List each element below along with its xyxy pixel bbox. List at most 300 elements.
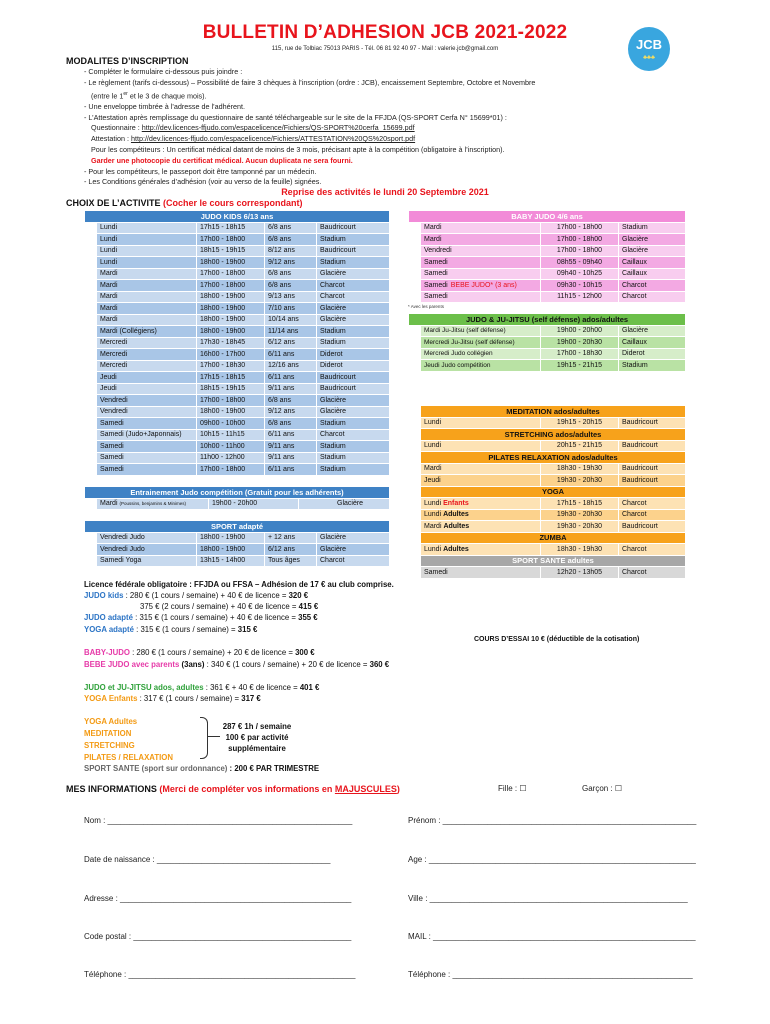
course-time: 13h15 - 14h00 [197, 555, 265, 567]
course-place: Stadium [317, 441, 390, 453]
course-time: 16h00 - 17h00 [197, 349, 265, 361]
course-age: 9/11 ans [265, 441, 317, 453]
sport_sante-header [409, 555, 686, 567]
adresse-field[interactable]: Adresse : ____________________________________________________ [84, 894, 352, 903]
course-day: Vendredi Judo [97, 544, 197, 556]
course-day: Mercredi [97, 349, 197, 361]
price-bebe-judo: BEBE JUDO avec parents (3ans) : 340 € (1 cours / semaine) + 20 € de licence = 360 € [84, 660, 390, 669]
judo-kids-title: JUDO KIDS 6/13 ans [85, 211, 390, 223]
judo-kids-row [85, 429, 390, 441]
judo-kids-row [85, 268, 390, 280]
course-place: Charcot [619, 498, 686, 510]
course-place: Glacière [619, 325, 686, 337]
garcon-checkbox[interactable]: Garçon : ☐ [582, 784, 623, 793]
course-age: 6/8 ans [265, 418, 317, 430]
course-place: Stadium [317, 234, 390, 246]
pilates-header [409, 452, 686, 464]
baby-judo-table [408, 210, 686, 303]
course-checkbox[interactable] [85, 291, 97, 303]
judo-kids-row [85, 280, 390, 292]
judo-jujitsu-table [408, 313, 686, 372]
course-checkbox[interactable] [85, 383, 97, 395]
bebe-judo-label: BEBE JUDO* (3 ans) [450, 281, 517, 289]
document-title: BULLETIN D’ADHESION JCB 2021-2022 [202, 22, 568, 43]
course-time: 10h15 - 11h15 [197, 429, 265, 441]
group-activities-list: YOGA Adultes MEDITATION STRETCHING PILATES / RELAXATION [84, 717, 173, 762]
club-address: 115, rue de Tolbiac 75013 PARIS - Tél. 06 81 92 40 97 - Mail : valerie.jcb@gmail.com [271, 46, 499, 52]
course-time: 18h00 - 19h00 [197, 257, 265, 269]
course-place: Caillaux [619, 257, 686, 269]
course-day: Mardi Adultes [421, 521, 541, 533]
course-age: 7/10 ans [265, 303, 317, 315]
judo-kids-row [85, 234, 390, 246]
course-checkbox[interactable] [85, 234, 97, 246]
course-checkbox[interactable] [85, 280, 97, 292]
judo-kids-row [85, 337, 390, 349]
course-checkbox[interactable] [85, 245, 97, 257]
competition-time: 19h00 - 20h00 [209, 498, 299, 510]
course-age: 8/12 ans [265, 245, 317, 257]
course-day: Jeudi [421, 475, 541, 487]
sport_sante-title: SPORT SANTE adultes [421, 555, 686, 567]
course-time: 12h20 - 13h05 [541, 567, 619, 579]
course-place: Glacière [619, 245, 686, 257]
baby-judo-row [409, 222, 686, 234]
baby-judo-row [409, 280, 686, 292]
course-day: Lundi [97, 257, 197, 269]
judo-kids-row [85, 349, 390, 361]
course-checkbox[interactable] [85, 429, 97, 441]
course-place: Stadium [317, 452, 390, 464]
yoga-row [409, 509, 686, 521]
course-time: 09h00 - 10h00 [197, 418, 265, 430]
course-time: 17h00 - 18h00 [197, 268, 265, 280]
course-place: Baudricourt [619, 475, 686, 487]
course-day: Vendredi [97, 406, 197, 418]
course-age: 9/12 ans [265, 406, 317, 418]
course-checkbox[interactable] [409, 360, 421, 372]
course-day: Samedi [97, 452, 197, 464]
zumba-row [409, 544, 686, 556]
course-day: Samedi Yoga [97, 555, 197, 567]
course-day: Samedi [97, 418, 197, 430]
course-day: Jeudi [97, 372, 197, 384]
course-day: Mardi [97, 280, 197, 292]
course-age: 10/14 ans [265, 314, 317, 326]
pilates-row [409, 475, 686, 487]
course-day: Lundi [97, 245, 197, 257]
course-day: Mardi (Collégiens) [97, 326, 197, 338]
course-place: Baudricourt [619, 440, 686, 452]
course-day: Jeudi Judo compétition [421, 360, 541, 372]
course-place: Glacière [317, 395, 390, 407]
sport-adapte-table [84, 520, 390, 567]
pilates-title: PILATES RELAXATION ados/adultes [421, 452, 686, 464]
course-time: 17h00 - 18h00 [197, 464, 265, 476]
course-day: Mercredi [97, 337, 197, 349]
judo-jujitsu-row [409, 337, 686, 349]
course-time: 09h30 - 10h15 [541, 280, 619, 292]
fille-checkbox[interactable]: Fille : ☐ [498, 784, 527, 793]
course-time: 11h00 - 12h00 [197, 452, 265, 464]
course-place: Stadium [317, 326, 390, 338]
course-checkbox[interactable] [409, 245, 421, 257]
brace-tip [208, 736, 220, 737]
course-checkbox[interactable] [409, 291, 421, 303]
judo-kids-row [85, 222, 390, 234]
meditation-header [409, 406, 686, 418]
course-day: Vendredi [421, 245, 541, 257]
price-judo-kids-2: 375 € (2 cours / semaine) + 40 € de licence = 415 € [140, 602, 319, 611]
modalites-heading: MODALITES D’INSCRIPTION [66, 56, 189, 66]
course-day: Lundi [421, 417, 541, 429]
pilates-row [409, 463, 686, 475]
course-checkbox[interactable] [409, 498, 421, 510]
course-day: Mardi Ju-Jitsu (self défense) [421, 325, 541, 337]
course-place: Glacière [317, 268, 390, 280]
course-checkbox[interactable] [409, 521, 421, 533]
judo-kids-row [85, 383, 390, 395]
course-day: Lundi [97, 234, 197, 246]
course-checkbox[interactable] [409, 257, 421, 269]
price-judo-jujitsu: JUDO et JU-JITSU ados, adultes : 361 € + 40 € de licence = 401 € [84, 683, 320, 692]
course-checkbox[interactable] [85, 349, 97, 361]
course-time: 17h00 - 18h00 [541, 234, 619, 246]
judo-kids-table [84, 210, 390, 476]
course-day: Lundi [97, 222, 197, 234]
course-day: Samedi [421, 257, 541, 269]
course-place: Charcot [619, 509, 686, 521]
course-checkbox[interactable] [85, 406, 97, 418]
jcb-logo: JCB ♣♣♣ [628, 27, 670, 71]
choix-heading: CHOIX DE L’ACTIVITE (Cocher le cours correspondant) [66, 198, 303, 208]
course-place: Stadium [619, 222, 686, 234]
course-place: Charcot [619, 291, 686, 303]
course-checkbox[interactable] [85, 372, 97, 384]
course-day: Mardi [97, 303, 197, 315]
course-place: Stadium [317, 337, 390, 349]
judo-kids-row [85, 395, 390, 407]
course-checkbox[interactable] [85, 222, 97, 234]
course-checkbox[interactable] [85, 418, 97, 430]
course-place: Charcot [317, 429, 390, 441]
judo-jujitsu-row [409, 325, 686, 337]
course-time: 19h30 - 20h30 [541, 521, 619, 533]
course-age: 11/14 ans [265, 326, 317, 338]
course-checkbox[interactable] [85, 555, 97, 567]
course-day: Samedi (Judo+Japonnais) [97, 429, 197, 441]
course-time: 19h30 - 20h30 [541, 475, 619, 487]
course-time: 18h15 - 19h15 [197, 245, 265, 257]
course-day: Samedi [421, 291, 541, 303]
course-day: Jeudi [97, 383, 197, 395]
course-time: 09h40 - 10h25 [541, 268, 619, 280]
course-day: Lundi Enfants [421, 498, 541, 510]
course-age: 6/8 ans [265, 234, 317, 246]
course-place: Glacière [317, 303, 390, 315]
zumba-header [409, 532, 686, 544]
course-checkbox[interactable] [409, 337, 421, 349]
course-checkbox[interactable] [409, 222, 421, 234]
course-checkbox[interactable] [85, 257, 97, 269]
course-time: 17h00 - 18h00 [197, 234, 265, 246]
course-day: Samedi [97, 464, 197, 476]
judo-kids-row [85, 303, 390, 315]
course-place: Stadium [619, 360, 686, 372]
course-checkbox[interactable] [409, 325, 421, 337]
course-place: Diderot [317, 349, 390, 361]
modalites-text: - Compléter le formulaire ci-dessous puis joindre : - Le règlement (tarifs ci-dessous) – Possibilité de faire 3 chèques à l’inscription (ordre : JCB), encaissement Septembre, Octobre et Novembre (entre le 1er et le 3 de chaque mois). - Une enveloppe timbrée à l’adresse de l’adhérent. - L’Attestation après remplissage du questionnaire de santé téléchargeable sur le site de la FFJDA (QS-SPORT Cerfa N° 15699*01) : Questionnaire : http://dev.licences-ffjudo.com/espacelicence/Fichiers/QS-SPORT%20cerfa_15699.pdf Attestation : http://dev.licences-ffjudo.com/espacelicence/Fichiers/ATTESTATION%20QS%20sport.pdf Pour les compétiteurs : Un certificat médical datant de moins de 3 mois, précisant apte à la compétition (obligatoire à l’inscription). Garder une photocopie du certificat médical. Aucun duplicata ne sera fourni. - Pour les compétiteurs, le passeport doit être tamponné par un médecin. - Les Conditions générales d’adhésion (voir au verso de la feuille) signées. [84, 67, 536, 187]
course-time: 17h00 - 18h00 [541, 222, 619, 234]
judo-kids-row [85, 418, 390, 430]
course-place: Baudricourt [317, 372, 390, 384]
course-place: Stadium [317, 418, 390, 430]
course-day: Vendredi [97, 395, 197, 407]
course-time: 18h15 - 19h15 [197, 383, 265, 395]
judo-kids-row [85, 372, 390, 384]
price-yoga-enfants: YOGA Enfants : 317 € (1 cours / semaine) = 317 € [84, 694, 261, 703]
course-place: Glacière [317, 544, 390, 556]
course-day: Lundi Adultes [421, 509, 541, 521]
course-age: 9/13 ans [265, 291, 317, 303]
course-checkbox[interactable] [85, 544, 97, 556]
judo-kids-row [85, 245, 390, 257]
baby-judo-row [409, 257, 686, 269]
course-checkbox[interactable] [85, 452, 97, 464]
course-checkbox[interactable] [409, 280, 421, 292]
course-place: Glacière [317, 532, 390, 544]
judo-kids-row [85, 314, 390, 326]
course-place: Glacière [619, 234, 686, 246]
course-age: Tous âges [265, 555, 317, 567]
course-checkbox[interactable] [85, 360, 97, 372]
course-checkbox[interactable] [409, 475, 421, 487]
course-day: Mardi [421, 234, 541, 246]
course-age: 6/8 ans [265, 222, 317, 234]
course-place: Baudricourt [317, 383, 390, 395]
course-age: 6/11 ans [265, 372, 317, 384]
judo-kids-row [85, 452, 390, 464]
baby-judo-footnote: * Avec les parents [408, 304, 444, 309]
prenom-field[interactable]: Prénom : _________________________________________________________ [408, 816, 697, 825]
course-time: 18h00 - 19h00 [197, 532, 265, 544]
course-place: Charcot [619, 280, 686, 292]
telephone-2-field[interactable]: Téléphone : ______________________________________________________ [408, 970, 693, 979]
course-place: Charcot [619, 544, 686, 556]
course-age: 6/8 ans [265, 395, 317, 407]
course-checkbox[interactable] [409, 234, 421, 246]
course-checkbox[interactable] [409, 417, 421, 429]
course-place: Glacière [317, 314, 390, 326]
course-time: 18h00 - 19h00 [197, 314, 265, 326]
sport-adapte-title: SPORT adapté [85, 521, 390, 533]
course-time: 19h15 - 21h15 [541, 360, 619, 372]
course-place: Charcot [317, 555, 390, 567]
code-postal-field[interactable]: Code postal : _________________________________________________ [84, 932, 352, 941]
baby-judo-row [409, 245, 686, 257]
sport-adapte-row [85, 555, 390, 567]
competition-day: Mardi (Poussins, benjamins & Minimes) [97, 498, 209, 510]
price-baby-judo: BABY-JUDO : 280 € (1 cours / semaine) + 20 € de licence = 300 € [84, 648, 315, 657]
course-time: 17h30 - 18h45 [197, 337, 265, 349]
yoga-title: YOGA [421, 486, 686, 498]
competition-title: Entrainement Judo compétition (Gratuit pour les adhérents) [85, 487, 390, 499]
course-place: Caillaux [619, 337, 686, 349]
course-place: Caillaux [619, 268, 686, 280]
course-checkbox[interactable] [85, 268, 97, 280]
course-day: Mercredi Ju-Jitsu (self défense) [421, 337, 541, 349]
course-place: Charcot [619, 567, 686, 579]
course-time: 18h00 - 19h00 [197, 326, 265, 338]
baby-judo-title: BABY JUDO 4/6 ans [409, 211, 686, 223]
price-judo-kids: JUDO kids : 280 € (1 cours / semaine) + 40 € de licence = 320 € [84, 591, 309, 600]
course-day: Mardi [421, 222, 541, 234]
course-place: Diderot [317, 360, 390, 372]
stretching-title: STRETCHING ados/adultes [421, 429, 686, 441]
group-price: 287 € 1h / semaine 100 € par activité supplémentaire [222, 722, 292, 753]
course-checkbox[interactable] [85, 532, 97, 544]
stretching-header [409, 429, 686, 441]
price-sport-sante: SPORT SANTE (sport sur ordonnance) : 200 € PAR TRIMESTRE [84, 764, 320, 773]
age-field[interactable]: Age : ____________________________________________________________ [408, 855, 696, 864]
course-time: 19h15 - 20h15 [541, 417, 619, 429]
course-age: 6/11 ans [265, 429, 317, 441]
baby-judo-row [409, 291, 686, 303]
course-time: 19h00 - 20h30 [541, 337, 619, 349]
judo-kids-row [85, 360, 390, 372]
telephone-field[interactable]: Téléphone : ___________________________________________________ [84, 970, 356, 979]
course-place: Charcot [317, 291, 390, 303]
course-place: Stadium [317, 257, 390, 269]
course-time: 17h00 - 18h00 [197, 395, 265, 407]
mes-infos-heading: MES INFORMATIONS (Merci de compléter vos informations en MAJUSCULES) [66, 784, 400, 794]
course-age: + 12 ans [265, 532, 317, 544]
meditation-title: MEDITATION ados/adultes [421, 406, 686, 418]
course-age: 12/16 ans [265, 360, 317, 372]
course-day: Lundi Adultes [421, 544, 541, 556]
course-place: Baudricourt [317, 245, 390, 257]
course-time: 08h55 - 09h40 [541, 257, 619, 269]
course-time: 17h15 - 18h15 [197, 372, 265, 384]
mail-field[interactable]: MAIL : ___________________________________________________________ [408, 932, 696, 941]
course-checkbox[interactable] [85, 395, 97, 407]
course-place: Baudricourt [317, 222, 390, 234]
course-checkbox[interactable] [409, 509, 421, 521]
stretching-row [409, 440, 686, 452]
course-day: Samedi [97, 441, 197, 453]
course-time: 18h00 - 19h00 [197, 544, 265, 556]
course-day: Mardi [97, 268, 197, 280]
course-place: Baudricourt [619, 417, 686, 429]
sport-adapte-row [85, 532, 390, 544]
adult-activities-table [408, 405, 686, 579]
course-time: 18h00 - 19h00 [197, 303, 265, 315]
course-checkbox[interactable] [409, 544, 421, 556]
course-place: Baudricourt [619, 463, 686, 475]
competition-table [84, 486, 390, 510]
course-age: 6/8 ans [265, 268, 317, 280]
course-day: Mardi [97, 314, 197, 326]
sport_sante-row [409, 567, 686, 579]
course-age: 9/12 ans [265, 257, 317, 269]
yoga-header [409, 486, 686, 498]
judo-kids-row [85, 291, 390, 303]
yoga-row [409, 498, 686, 510]
course-age: 9/11 ans [265, 452, 317, 464]
course-day: Mardi [97, 291, 197, 303]
course-checkbox[interactable] [85, 303, 97, 315]
price-yoga-adapte: YOGA adapté : 315 € (1 cours / semaine) = 315 € [84, 625, 258, 634]
course-checkbox[interactable] [409, 348, 421, 360]
course-checkbox[interactable] [409, 268, 421, 280]
course-place: Charcot [317, 280, 390, 292]
yoga-row [409, 521, 686, 533]
course-age: 6/11 ans [265, 464, 317, 476]
course-time: 17h00 - 18h30 [541, 348, 619, 360]
course-place: Baudricourt [619, 521, 686, 533]
course-place: Stadium [317, 464, 390, 476]
baby-judo-row [409, 234, 686, 246]
judo-jujitsu-title: JUDO & JU-JITSU (self défense) ados/adultes [409, 314, 686, 326]
course-day: Vendredi Judo [97, 532, 197, 544]
course-day: Samedi [421, 567, 541, 579]
course-checkbox[interactable] [409, 463, 421, 475]
date-naissance-field[interactable]: Date de naissance : _______________________________________ [84, 855, 331, 864]
judo-kids-row [85, 406, 390, 418]
course-checkbox[interactable] [409, 567, 421, 579]
judo-jujitsu-row [409, 348, 686, 360]
course-checkbox[interactable] [85, 314, 97, 326]
course-checkbox[interactable] [85, 337, 97, 349]
course-day: Mardi [421, 463, 541, 475]
judo-kids-row [85, 326, 390, 338]
attestation-link[interactable]: http://dev.licences-ffjudo.com/espacelicence/Fichiers/ATTESTATION%20QS%20sport.pdf [130, 134, 416, 144]
judo-kids-row [85, 441, 390, 453]
course-checkbox[interactable] [85, 498, 97, 510]
sport-adapte-row [85, 544, 390, 556]
course-checkbox[interactable] [85, 326, 97, 338]
course-checkbox[interactable] [409, 440, 421, 452]
course-time: 18h00 - 19h00 [197, 291, 265, 303]
baby-judo-row [409, 268, 686, 280]
course-day: Samedi [421, 268, 541, 280]
nom-field[interactable]: Nom : _______________________________________________________ [84, 816, 353, 825]
course-day: Lundi [421, 440, 541, 452]
cours-essai: COURS D’ESSAI 10 € (déductible de la cotisation) [474, 636, 640, 643]
course-time: 18h30 - 19h30 [541, 544, 619, 556]
course-checkbox[interactable] [85, 441, 97, 453]
judo-kids-row [85, 257, 390, 269]
course-age: 9/11 ans [265, 383, 317, 395]
course-time: 18h00 - 19h00 [197, 406, 265, 418]
course-age: 6/12 ans [265, 544, 317, 556]
reprise-banner: Reprise des activités le lundi 20 Septembre 2021 [281, 187, 489, 197]
competition-place: Glacière [299, 498, 390, 510]
licence-note: Licence fédérale obligatoire : FFJDA ou FFSA – Adhésion de 17 € au club comprise. [84, 580, 394, 589]
course-day: Mercredi Judo collégien [421, 348, 541, 360]
questionnaire-link[interactable]: http://dev.licences-ffjudo.com/espacelicence/Fichiers/QS-SPORT%20cerfa_15699.pdf [141, 123, 415, 133]
course-time: 18h30 - 19h30 [541, 463, 619, 475]
ville-field[interactable]: Ville : __________________________________________________________ [408, 894, 688, 903]
meditation-row [409, 417, 686, 429]
course-day: Mercredi [97, 360, 197, 372]
zumba-title: ZUMBA [421, 532, 686, 544]
judo-jujitsu-row [409, 360, 686, 372]
course-time: 20h15 - 21h15 [541, 440, 619, 452]
course-age: 6/8 ans [265, 280, 317, 292]
course-checkbox[interactable] [85, 464, 97, 476]
course-time: 10h00 - 11h00 [197, 441, 265, 453]
